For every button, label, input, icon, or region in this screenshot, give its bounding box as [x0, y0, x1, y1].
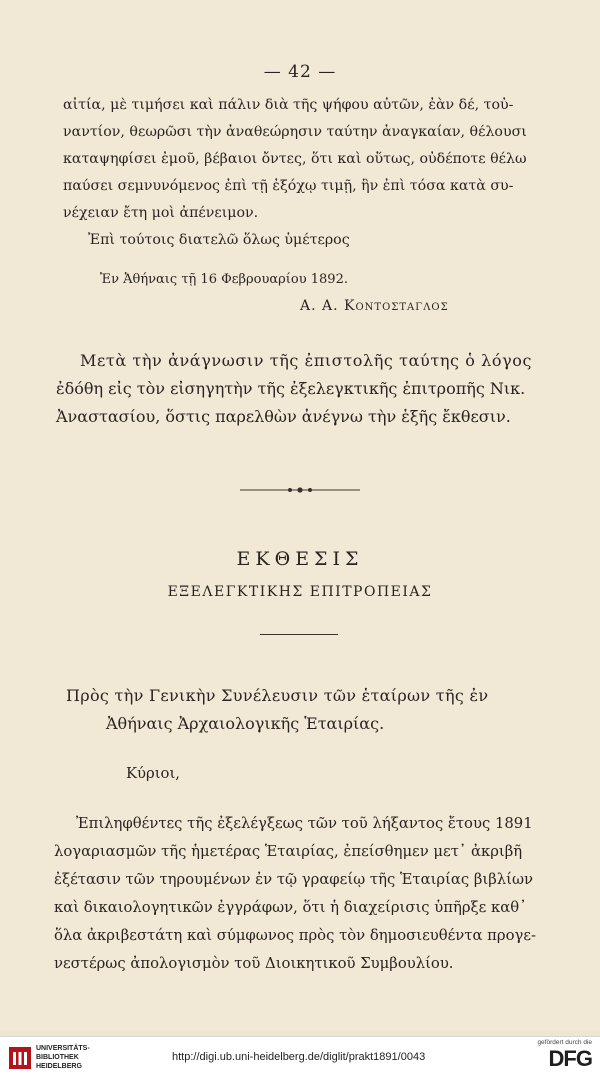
report-title: ΕΚΘΕΣΙΣ — [236, 548, 364, 570]
funded-by-text: gefördert durch die — [537, 1039, 592, 1046]
signature: Α. Α. Κοντοσταγλοσ — [300, 298, 449, 314]
letter-line: νέχειαν ἔτη μοὶ ἀπένειμον. — [63, 205, 259, 221]
letter-line: καταψηφίσει ἐμοῦ, βέβαιοι ὄντες, ὅτι καὶ οὕτως, οὐδέποτε θέλω — [63, 151, 527, 167]
library-seal-icon — [6, 1043, 36, 1073]
letter-line: αἰτία, μὲ τιμήσει καὶ πάλιν διὰ τῆς ψήφου αὐτῶν, ἐὰν δέ, τοὐ- — [63, 97, 514, 113]
page-url-link[interactable]: http://digi.ub.uni-heidelberg.de/diglit/prakt1891/0043 — [172, 1051, 426, 1063]
body-line: λογαριασμῶν τῆς ἡμετέρας Ἑταιρίας, ἐπείσθημεν μετ᾽ ἀκριβῆ — [54, 843, 523, 860]
viewer-footer — [0, 1036, 600, 1080]
body-line: νεστέρως ἀπολογισμὸν τοῦ Διοικητικοῦ Συμβουλίου. — [54, 955, 454, 972]
address-line: Πρὸς τὴν Γενικὴν Συνέλευσιν τῶν ἑταίρων τῆς ἐν — [66, 686, 489, 705]
dateline: Ἐν Ἀθήναις τῇ 16 Φεβρουαρίου 1892. — [100, 272, 348, 287]
letter-line: παύσει σεμνυνόμενος ἐπὶ τῇ ἐξόχῳ τιμῇ, ἣν ἐπὶ τόσα κατὰ συ- — [63, 178, 514, 194]
narrative-line: ἐδόθη εἰς τὸν εἰσηγητὴν τῆς ἐξελεγκτικῆς ἐπιτροπῆς Νικ. — [56, 379, 526, 398]
title-rule — [260, 634, 338, 635]
letter-line: ναντίον, θεωρῶσι τὴν ἀναθεώρησιν ταύτην ἀναγκαίαν, θέλουσι — [63, 124, 527, 140]
report-subtitle: ΕΞΕΛΕΓΚΤΙΚΗΣ ΕΠΙΤΡΟΠΕΙΑΣ — [167, 584, 433, 600]
address-line: Ἀθήναις Ἀρχαιολογικῆς Ἑταιρίας. — [106, 714, 385, 733]
closing-line: Ἐπὶ τούτοις διατελῶ ὅλως ὑμέτερος — [88, 232, 350, 248]
body-line: ὅλα ἀκριβεστάτη καὶ σύμφωνος πρὸς τὸν δημοσιευθέντα προγε- — [54, 927, 537, 944]
dfg-logo[interactable] — [528, 1039, 592, 1077]
narrative-line: Μετὰ τὴν ἀνάγνωσιν τῆς ἐπιστολῆς ταύτης ὁ λόγος — [80, 351, 533, 370]
university-library-logo[interactable] — [6, 1041, 116, 1077]
narrative-line: Ἀναστασίου, ὅστις παρελθὼν ἀνέγνω τὴν ἑξῆς ἔκθεσιν. — [56, 407, 511, 426]
body-line: Ἐπιληφθέντες τῆς ἐξελέγξεως τῶν τοῦ λήξαντος ἔτους 1891 — [76, 815, 533, 832]
ornament-divider — [240, 484, 360, 496]
library-name: UNIVERSITÄTS- BIBLIOTHEK HEIDELBERG — [36, 1045, 90, 1070]
salutation: Κύριοι, — [126, 765, 180, 782]
body-line: ἐξέτασιν τῶν τηρουμένων ἐν τῷ γραφείῳ τῆς Ἑταιρίας βιβλίων — [54, 871, 534, 888]
dfg-wordmark: DFG — [548, 1046, 592, 1071]
page-number: — 42 — — [263, 62, 337, 82]
body-line: καὶ δικαιολογητικῶν ἐγγράφων, ὅτι ἡ διαχείρισις ὑπῆρξε καθ᾽ — [54, 899, 527, 916]
